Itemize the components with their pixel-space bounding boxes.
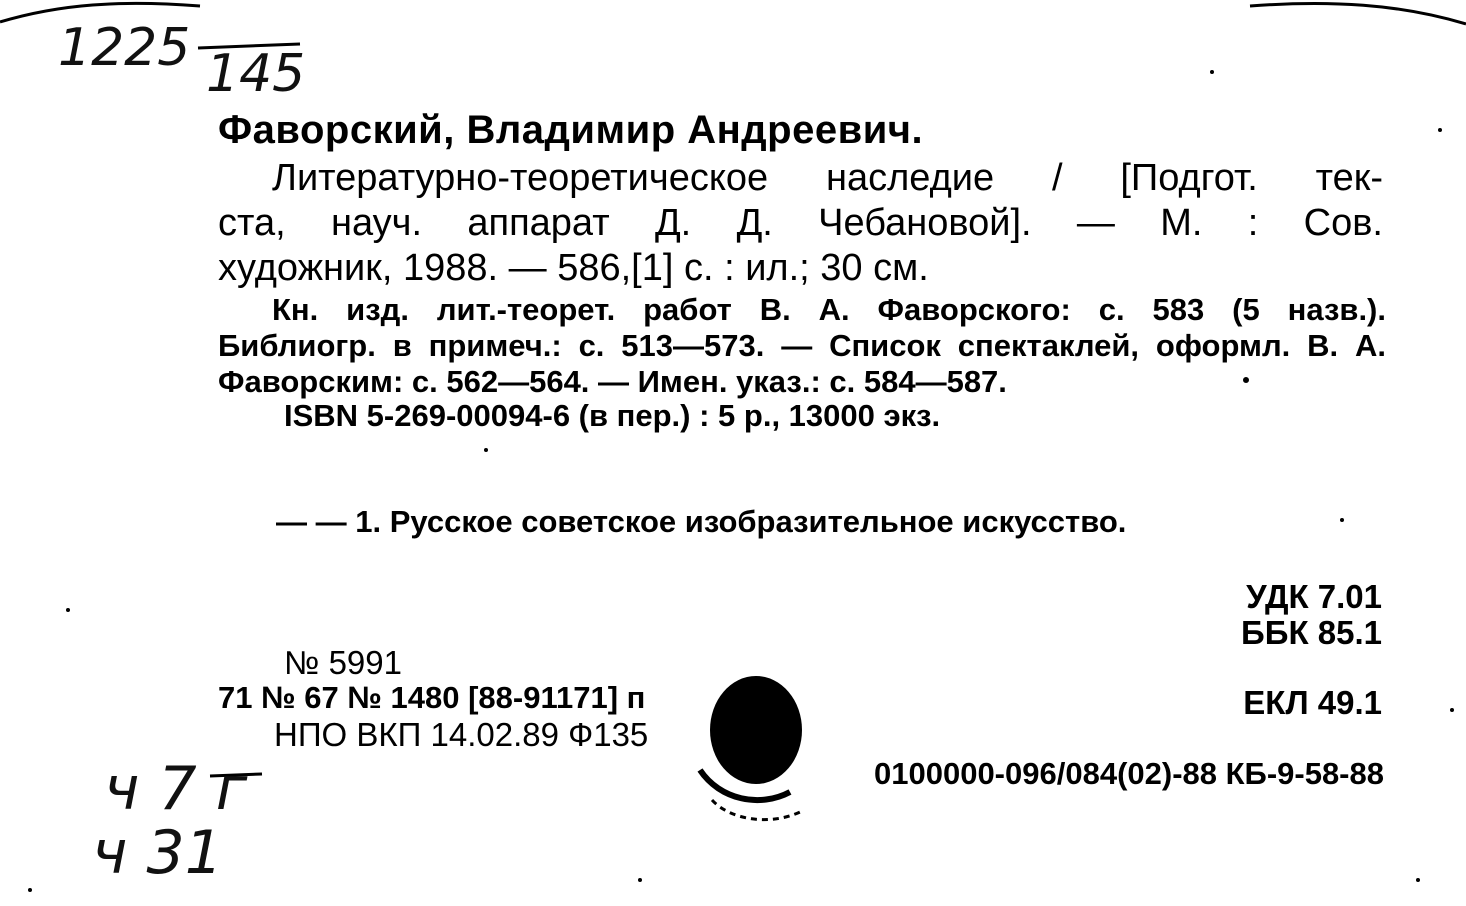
handwritten-mark: ч 7 г [104, 754, 248, 824]
notes-block [218, 292, 1386, 400]
speck [1340, 518, 1344, 522]
title-statement [218, 156, 1383, 291]
handwritten-mark: ч 31 [92, 818, 223, 888]
title-line: Литературно-теоретическое наследие / [Подгот. тек- [272, 157, 1383, 199]
speck [638, 878, 642, 882]
bbk-code: ББК 85.1 [1241, 614, 1382, 651]
handwritten-number: 1225 [58, 18, 191, 78]
udk-code: УДК 7.01 [1246, 578, 1382, 615]
speck [1416, 878, 1420, 882]
subject-heading: — — 1. Русское советское изобразительное искусство. [276, 504, 1127, 539]
ink-blot [710, 676, 802, 784]
notes-line: Библиогр. в примеч.: с. 513—573. — Список спектаклей, оформл. В. А. [218, 328, 1386, 363]
title-line: художник, 1988. — 586,[1] с. : ил.; 30 см. [218, 247, 929, 289]
print-order-line: 71 № 67 № 1480 [88-91171] п [218, 680, 646, 715]
notes-line: Фаворским: с. 562—564. — Имен. указ.: с. 584—587. [218, 364, 1007, 399]
handwritten-subnumber: 145 [206, 44, 306, 104]
speck [1450, 708, 1454, 712]
publisher-code: 0100000-096/084(02)-88 КБ-9-58-88 [874, 756, 1384, 791]
scan-edge-top-right [1250, 3, 1466, 24]
speck [66, 608, 70, 612]
speck [1438, 128, 1442, 132]
ekl-code: ЕКЛ 49.1 [1243, 684, 1382, 721]
speck [484, 448, 488, 452]
speck [28, 888, 32, 892]
speck [1210, 70, 1214, 74]
title-line: ста, науч. аппарат Д. Д. Чебановой]. — М. : Сов. [218, 202, 1383, 244]
author-heading: Фаворский, Владимир Андреевич. [218, 108, 924, 152]
card-number: № 5991 [284, 644, 402, 681]
notes-line: Кн. изд. лит.-теорет. работ В. А. Фаворского: с. 583 (5 назв.). [272, 292, 1386, 327]
isbn-line: ISBN 5-269-00094-6 (в пер.) : 5 р., 13000 экз. [284, 398, 941, 433]
printer-line: НПО ВКП 14.02.89 Ф135 [274, 716, 649, 753]
